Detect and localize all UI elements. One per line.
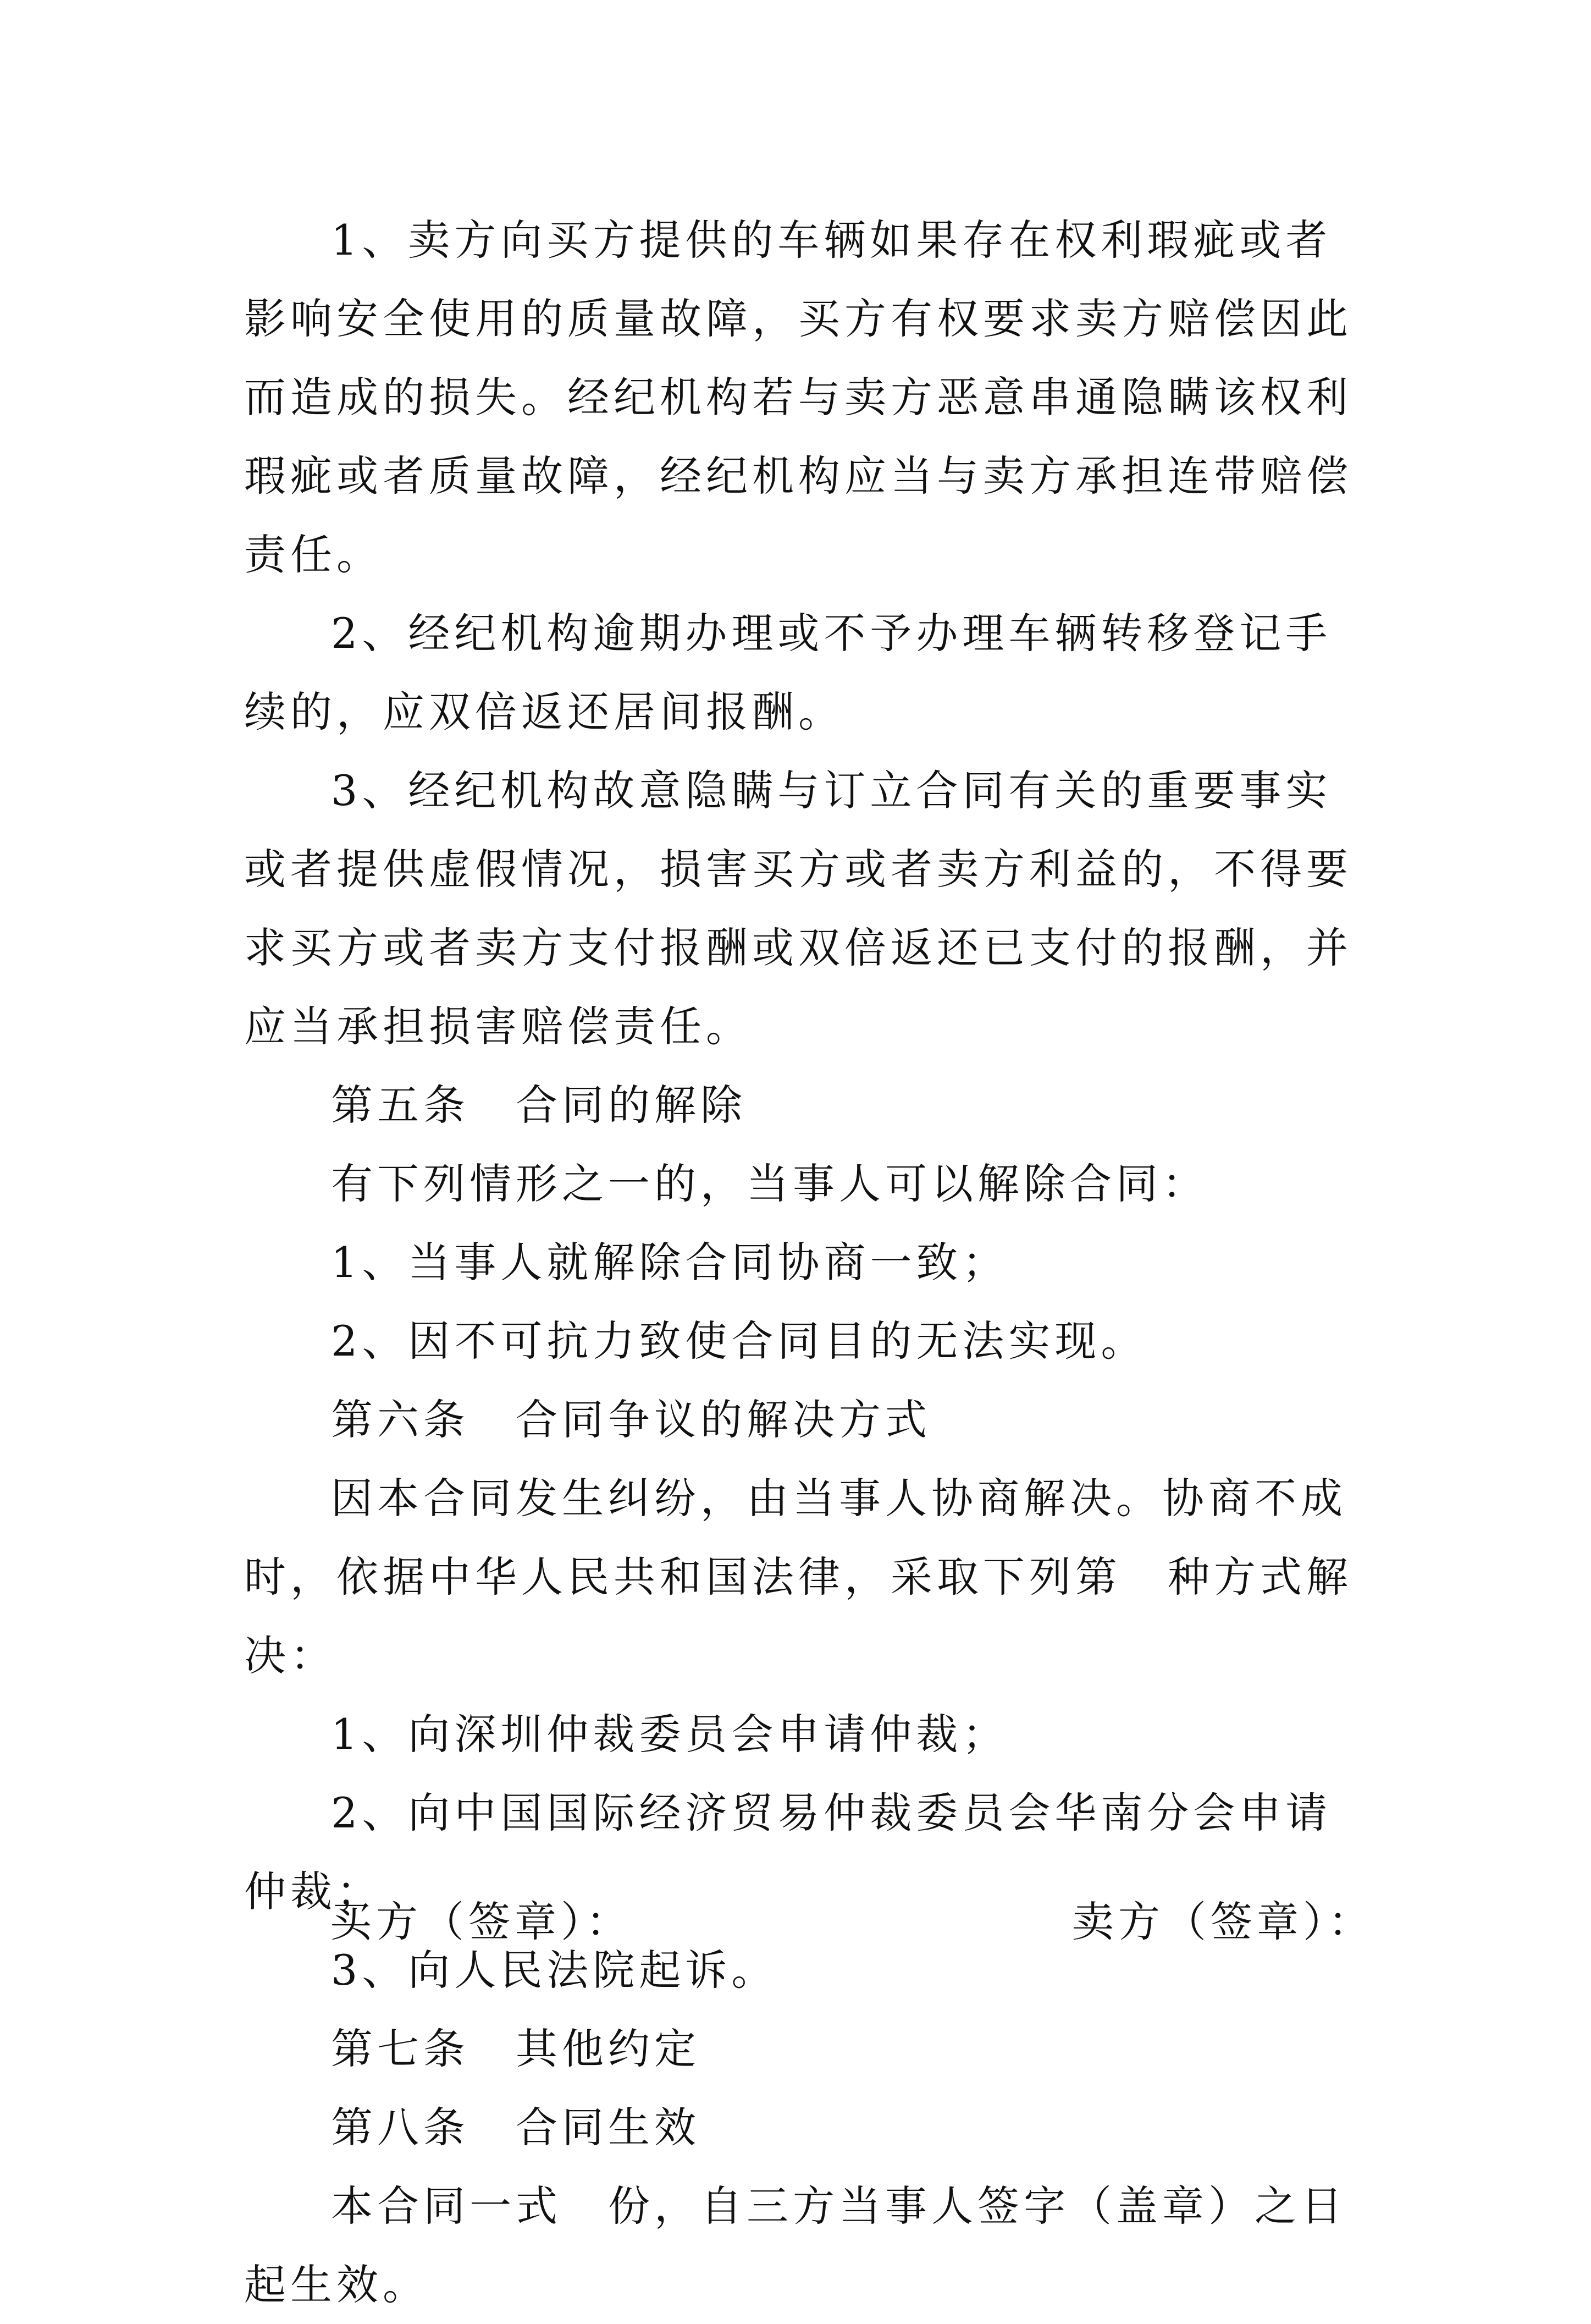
clause-paragraph-1: 1、卖方向买方提供的车辆如果存在权利瑕疵或者影响安全使用的质量故障，买方有权要求卖方赔偿因此而造成的损失。经纪机构若与卖方恶意串通隐瞒该权利瑕疵或者质量故障，经纪机构应当与卖方承担连带赔偿责任。 xyxy=(244,216,1352,579)
clause-paragraph-2: 2、经纪机构逾期办理或不予办理车辆转移登记手续的，应双倍返还居间报酬。 xyxy=(244,609,1332,736)
termination-item-2: 2、因不可抗力致使合同目的无法实现。 xyxy=(331,1317,1147,1365)
clause-paragraph-3: 3、经纪机构故意隐瞒与订立合同有关的重要事实或者提供虚假情况，损害买方或者卖方利益的，不得要求买方或者卖方支付报酬或双倍返还已支付的报酬，并应当承担损害赔偿责任。 xyxy=(244,766,1352,1051)
signature-row xyxy=(330,1882,1374,1961)
effectiveness-clause: 本合同一式 份，自三方当事人签字（盖章）之日起生效。 xyxy=(244,2182,1347,2309)
dispute-option-1: 1、向深圳仲裁委员会申请仲裁； xyxy=(331,1710,1009,1759)
termination-intro: 有下列情形之一的，当事人可以解除合同： xyxy=(331,1159,1208,1208)
dispute-option-3: 3、向人民法院起诉。 xyxy=(331,1946,778,1995)
article-seven-heading: 第七条 其他约定 xyxy=(331,2024,700,2073)
article-eight-heading: 第八条 合同生效 xyxy=(331,2103,700,2152)
seller-signature-label: 卖方（签章）： xyxy=(1072,1897,1374,1946)
article-six-heading: 第六条 合同争议的解决方式 xyxy=(331,1395,931,1444)
document-body xyxy=(244,201,1371,2324)
termination-item-1: 1、当事人就解除合同协商一致； xyxy=(331,1238,1009,1287)
dispute-option-2: 2、向中国国际经济贸易仲裁委员会华南分会申请仲裁； xyxy=(244,1788,1332,1916)
buyer-signature-label: 买方（签章）： xyxy=(330,1897,632,1946)
dispute-resolution-intro: 因本合同发生纠纷，由当事人协商解决。协商不成时，依据中华人民共和国法律，采取下列第 种方式解决： xyxy=(244,1474,1352,1680)
article-five-heading: 第五条 合同的解除 xyxy=(331,1081,747,1130)
